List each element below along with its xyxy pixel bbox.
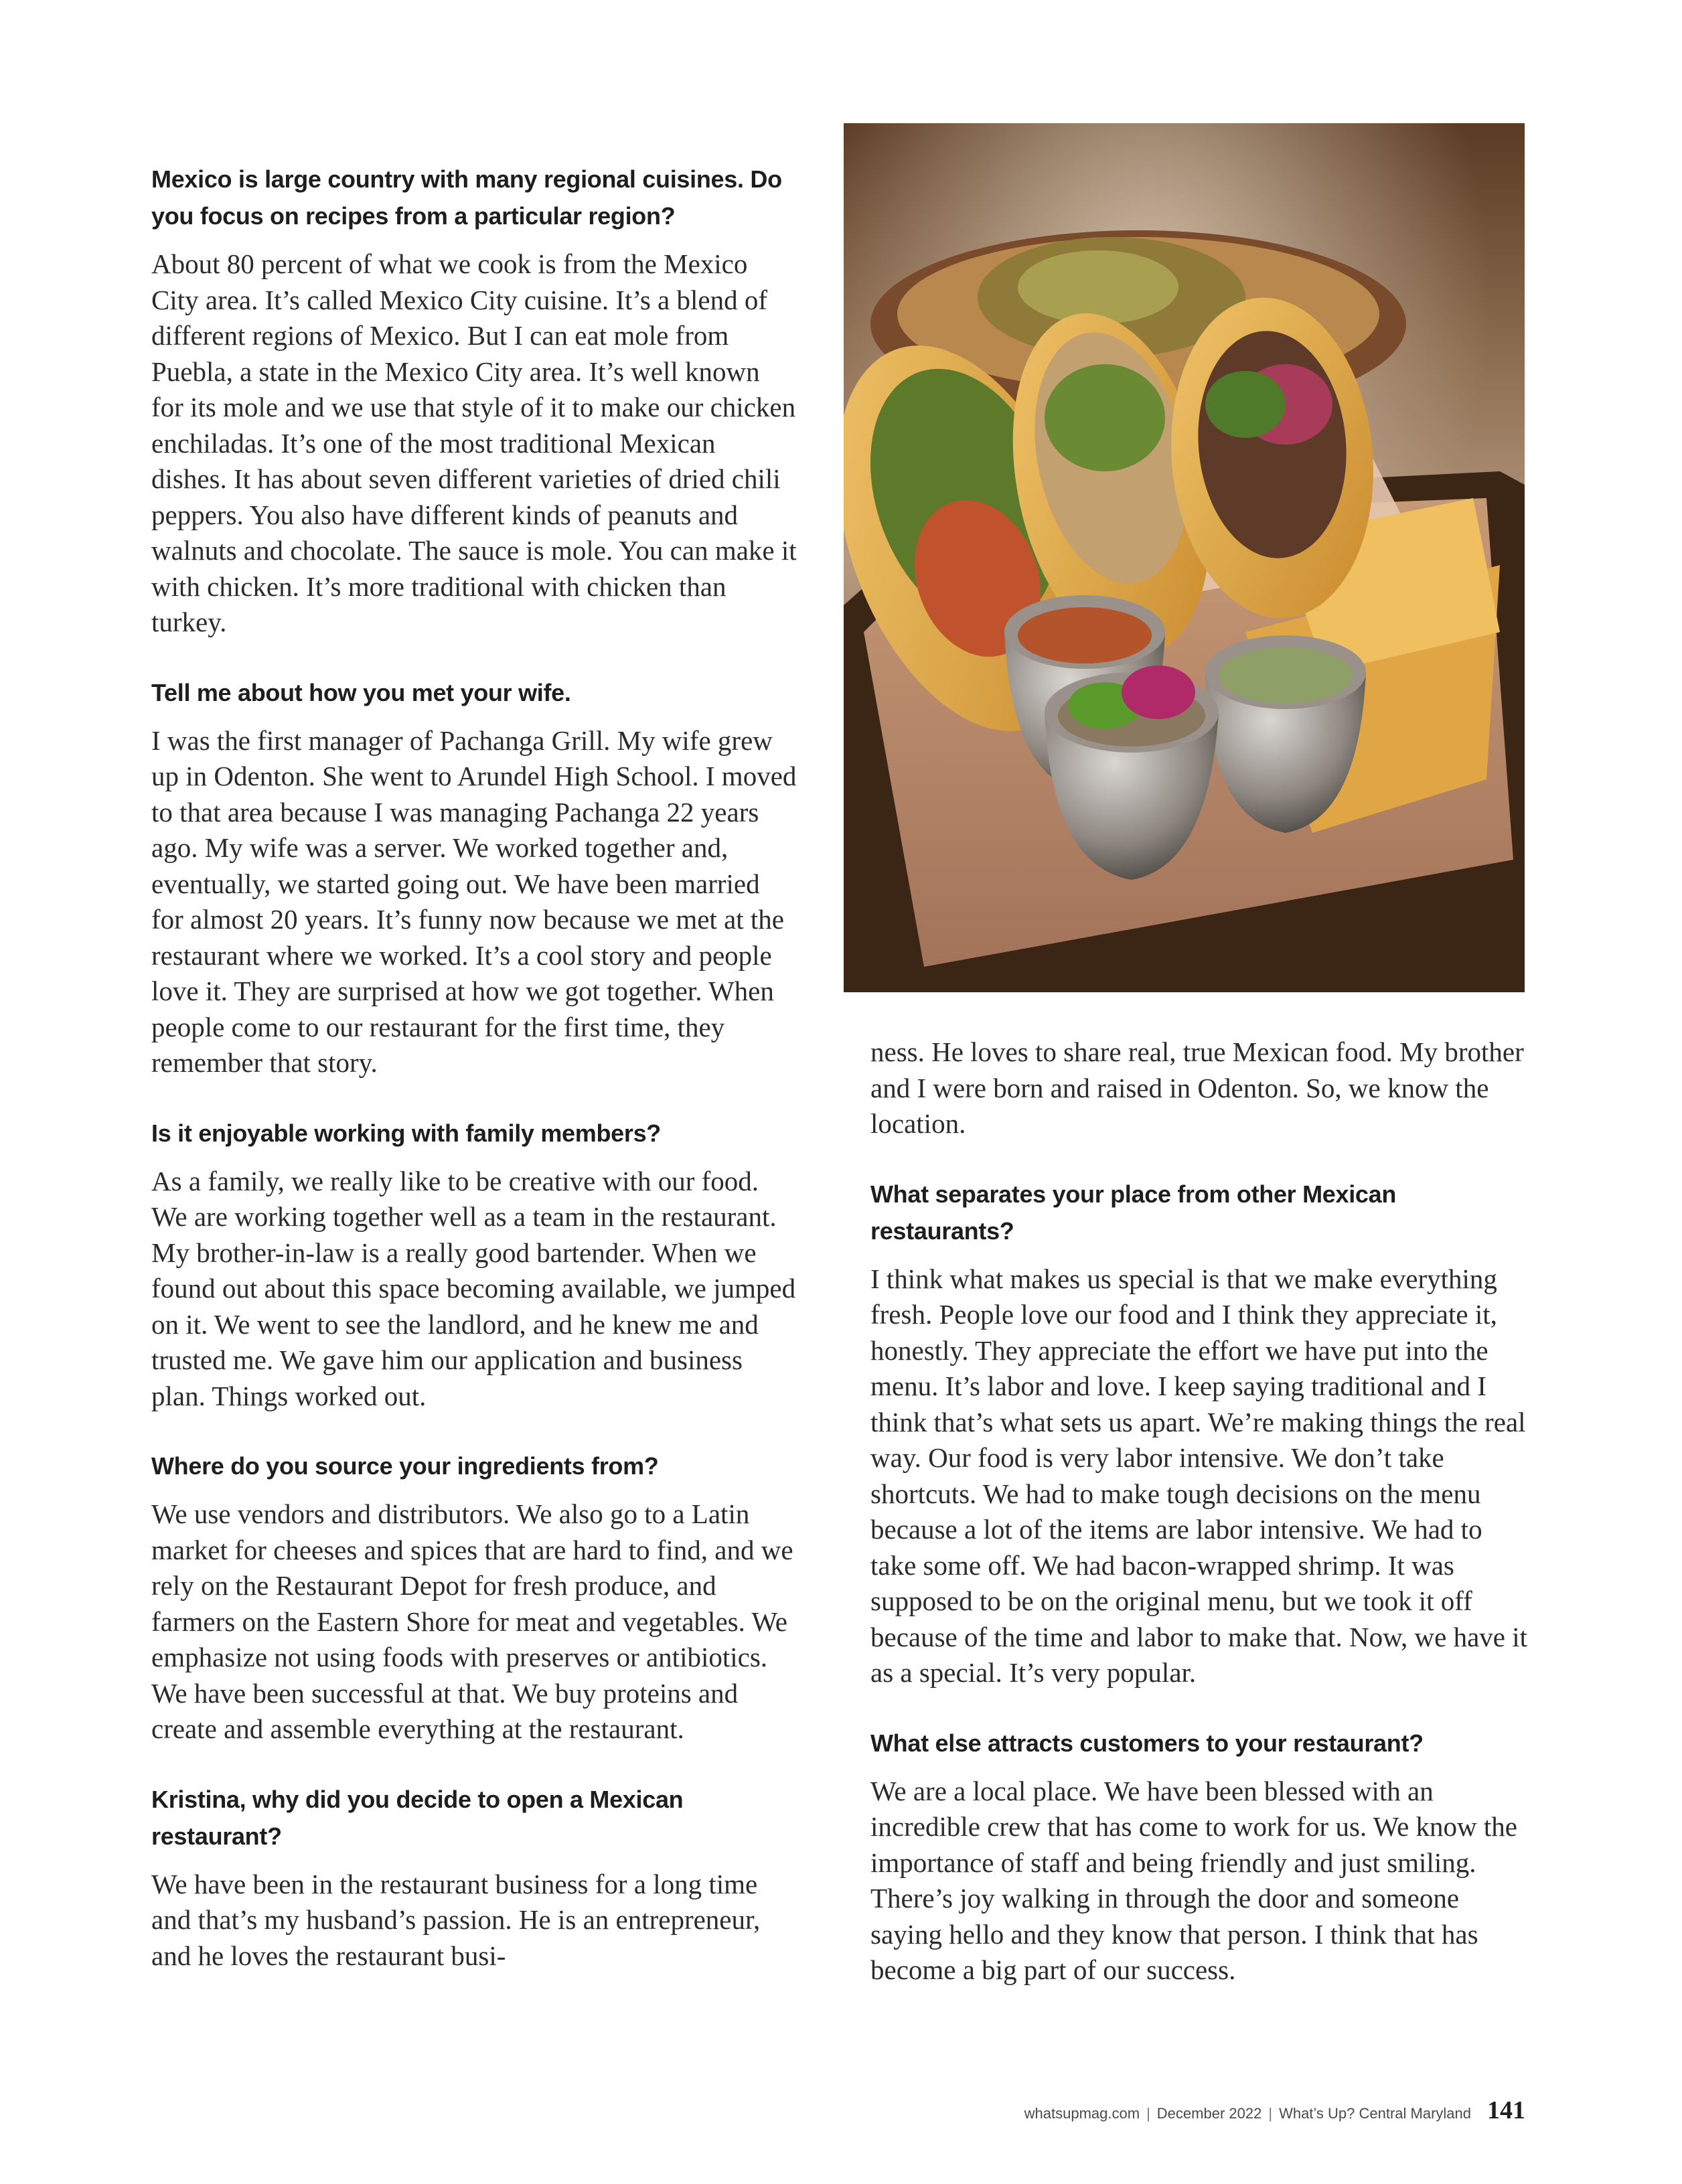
tacos-photo — [844, 123, 1525, 992]
qa-section — [151, 1781, 797, 1974]
footer-separator: | — [1268, 2105, 1273, 2122]
qa-section — [151, 1448, 797, 1747]
page-footer — [1024, 2096, 1525, 2125]
answer-paragraph: We are a local place. We have been blessed with an incredible crew that has come to work for us. We know the importance of staff and being friendly and just smiling. There’s joy walking in through the door and someone saying hello and they know that person. I think that has become a big part of our success. — [870, 1775, 1517, 1985]
qa-section — [151, 674, 797, 1081]
answer-paragraph: I was the first manager of Pachanga Grill. My wife grew up in Odenton. She went to Arundel High School. I moved to that area because I was managing Pachanga 22 years ago. My wife was a server. We worked together and, eventually, we started going out. We have been married for almost 20 years. It’s funny now because we met at the restaurant where we worked. It’s a cool story and people love it. They are surprised at how we got together. When people come to our restaurant for the first time, they remember that story. — [151, 724, 797, 1078]
question-heading: Where do you source your ingredients from? — [151, 1452, 659, 1480]
footer-issue: December 2022 — [1156, 2105, 1262, 2122]
answer-paragraph: About 80 percent of what we cook is from the Mexico City area. It’s called Mexico City cuisine. It’s a blend of different regions of Mexico. But I can eat mole from Puebla, a state in the Mexico City area. It’s well known for its mole and we use that style of it to make our chicken enchiladas. It’s one of the most traditional Mexican dishes. It has about seven different varieties of dried chili peppers. You also have different kinds of peanuts and walnuts and chocolate. The sauce is mole. You can make it with chicken. It’s more traditional with chicken than turkey. — [151, 248, 797, 637]
continued-paragraph: ness. He loves to share real, true Mexican food. My brother and I were born and raised in Odenton. So, we know the location. — [870, 1036, 1524, 1139]
qa-section — [870, 1725, 1530, 1988]
qa-section — [151, 161, 797, 641]
answer-paragraph: As a family, we really like to be creative with our food. We are working together well as a team in the restaurant. My brother-in-law is a really good bartender. When we found out about this space becoming available, we jumped on it. We went to see the landlord, and he knew me and trusted me. We gave him our application and business plan. Things worked out. — [151, 1165, 796, 1411]
qa-section — [151, 1115, 797, 1415]
page-number: 141 — [1487, 2096, 1525, 2124]
right-column — [870, 1034, 1530, 2022]
question-heading: Tell me about how you met your wife. — [151, 678, 571, 706]
left-column — [151, 161, 797, 2007]
answer-paragraph: I think what makes us special is that we make everything fresh. People love our food and I think they appreciate it, honestly. They appreciate the effort we have put into the menu. It’s labor and love. I keep saying traditional and I think that’s what sets us apart. We’re making things the real way. Our food is very labor intensive. We don’t take shortcuts. We had to make tough decisions on the menu because a lot of the items are labor intensive. We had to take some off. We had bacon-wrapped shrimp. It was supposed to be on the original menu, but we took it off because of the time and labor to make that. Now, we have it as a special. It’s very popular. — [870, 1263, 1527, 1688]
qa-section — [870, 1176, 1530, 1691]
question-heading: What else attracts customers to your restaurant? — [870, 1729, 1424, 1757]
question-heading: Mexico is large country with many regional cuisines. Do you focus on recipes from a particular region? — [151, 165, 782, 230]
footer-site: whatsupmag.com — [1024, 2105, 1140, 2122]
answer-paragraph: We use vendors and distributors. We also go to a Latin market for cheeses and spices that are hard to find, and we rely on the Restaurant Depot for fresh produce, and farmers on the Eastern Shore for meat and vegetables. We emphasize not using foods with preserves or antibiotics. We have been successful at that. We buy proteins and create and assemble everything at the restaurant. — [151, 1498, 793, 1744]
question-heading: Kristina, why did you decide to open a Mexican restaurant? — [151, 1785, 684, 1850]
footer-separator: | — [1146, 2105, 1150, 2122]
answer-paragraph: We have been in the restaurant business for a long time and that’s my husband’s passion. He is an entrepreneur, and he loves the restaurant busi- — [151, 1868, 761, 1971]
question-heading: Is it enjoyable working with family members? — [151, 1119, 661, 1147]
question-heading: What separates your place from other Mexican restaurants? — [870, 1180, 1397, 1245]
footer-publication: What’s Up? Central Maryland — [1279, 2105, 1471, 2122]
